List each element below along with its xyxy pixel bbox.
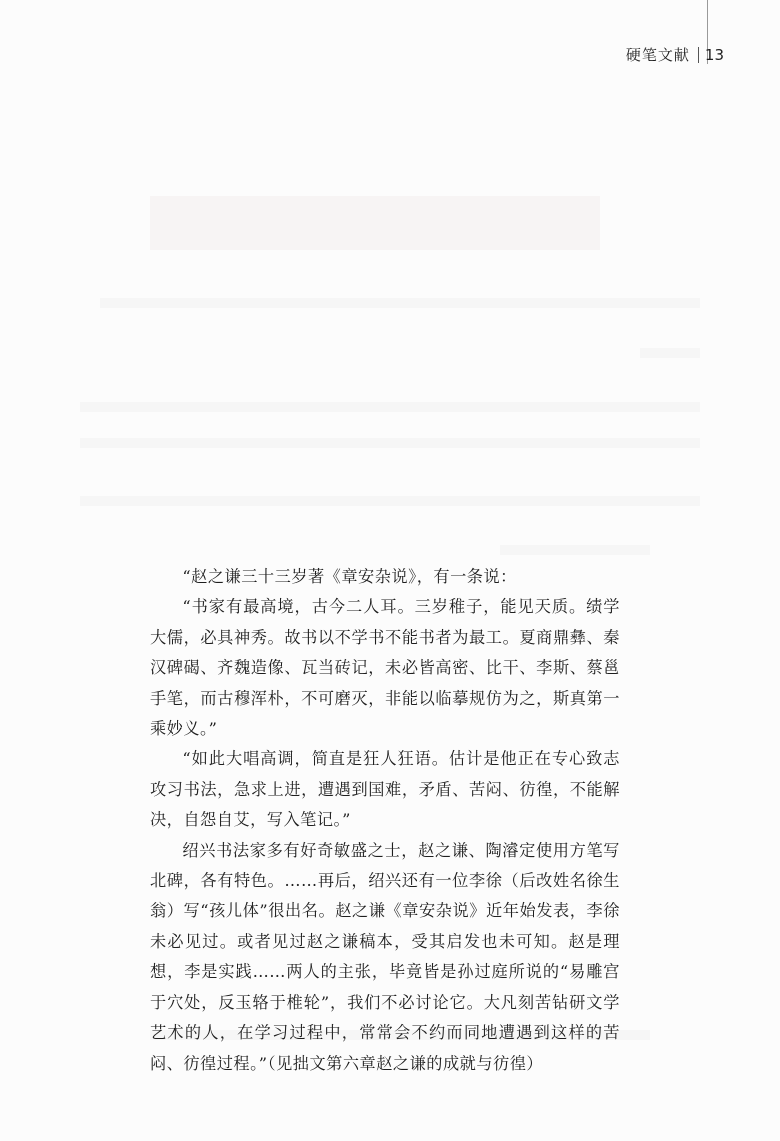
bleed-through-line — [100, 298, 700, 308]
paragraph-1: “赵之谦三十三岁著《章安杂说》，有一条说： — [182, 567, 517, 586]
page-number: 13 — [704, 45, 724, 64]
bleed-through-heading — [150, 196, 600, 250]
running-header — [626, 44, 724, 65]
header-divider — [698, 47, 699, 63]
bleed-through-line — [640, 348, 700, 358]
paragraph-4: 绍兴书法家多有好奇敏盛之士，赵之谦、陶濬定使用方笔写北碑，各有特色。……再后，绍兴还有一位李徐（后改姓名徐生翁）写“孩儿体”很出名。赵之谦《章安杂说》近年始发表，李徐未必见过。或者见过赵之谦稿本，受其启发也未可知。赵是理想，李是实践……两人的主张，毕竟皆是孙过庭所说的“易雕宫于穴处，反玉辂于椎轮”，我们不必讨论它。大凡刻苦钻研文学艺术的人，在学习过程中，常常会不约而同地遭遇到这样的苦闷、彷徨过程。”（见拙文第六章赵之谦的成就与彷徨） — [150, 840, 620, 1073]
running-header-title: 硬笔文献 — [625, 46, 690, 64]
paragraph-2: “书家有最高境，古今二人耳。三岁稚子，能见天质。绩学大儒，必具神秀。故书以不学书不能书者为最工。夏商鼎彝、秦汉碑碣、齐魏造像、瓦当砖记，未必皆高密、比干、李斯、蔡邕手笔，而古穆浑朴，不可磨灭，非能以临摹规仿为之，斯真第一乘妙义。” — [150, 597, 620, 739]
bleed-through-line — [80, 496, 700, 506]
paragraph-3: “如此大唱高调，简直是狂人狂语。估计是他正在专心致志攻习书法，急求上进，遭遇到国难，矛盾、苦闷、彷徨，不能解决，自怨自艾，写入笔记。” — [150, 749, 620, 830]
bleed-through-line — [80, 402, 700, 412]
body-text — [150, 562, 620, 1079]
bleed-through-line — [500, 545, 650, 555]
bleed-through-line — [80, 438, 700, 448]
